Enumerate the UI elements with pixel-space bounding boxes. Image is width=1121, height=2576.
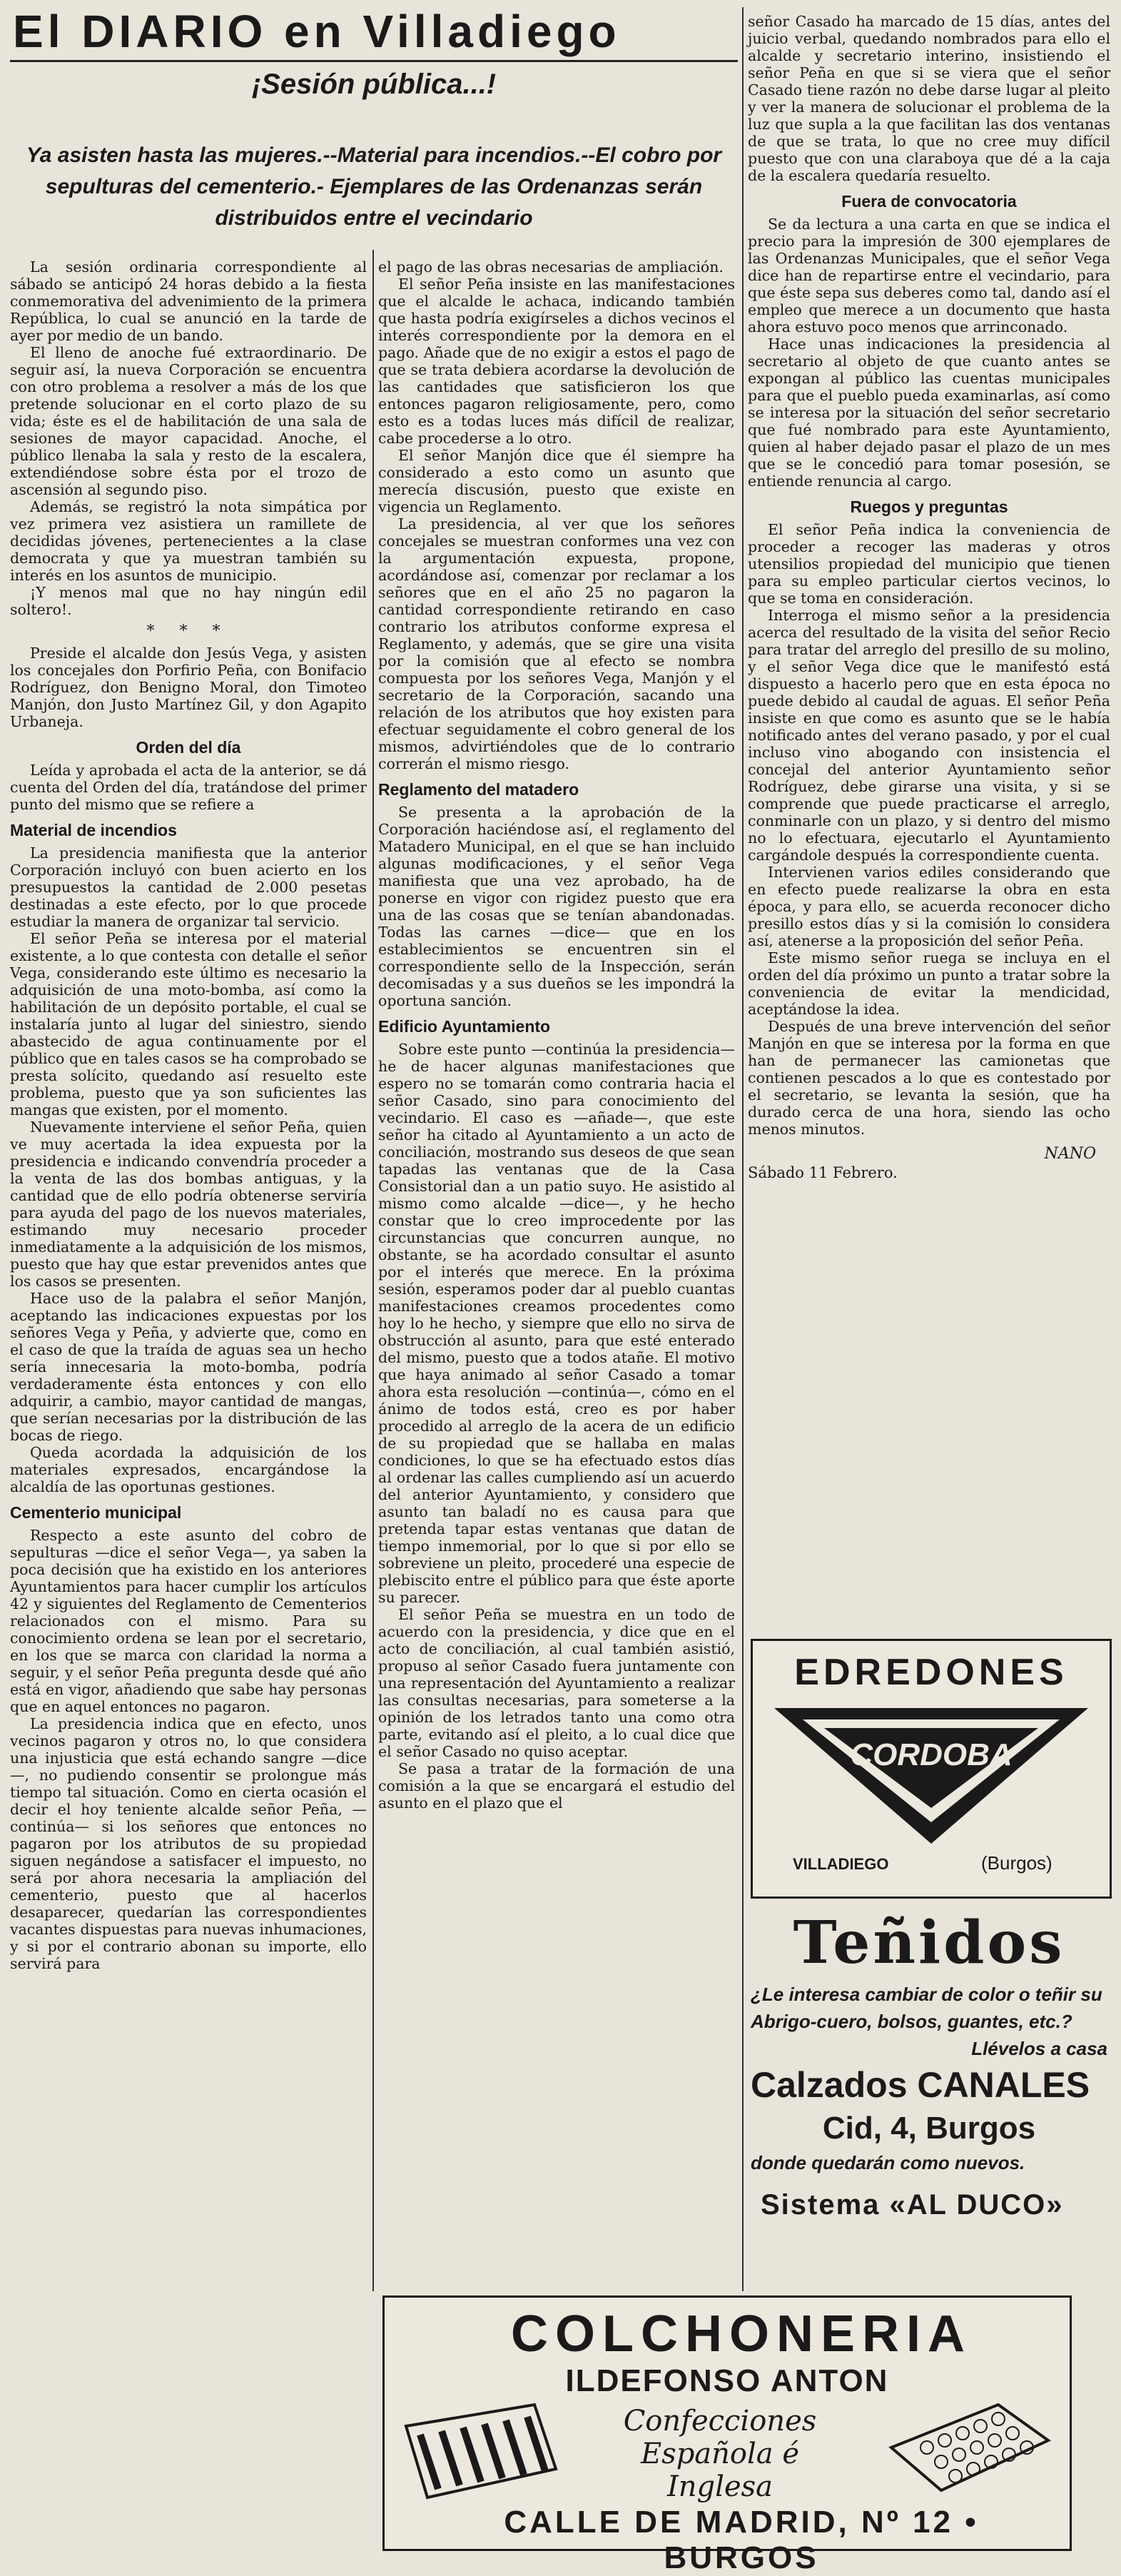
paragraph: El señor Manjón dice que él siempre ha considerado a esto como un asunto que merecía discusión, puesto que existe en vigencia un Reglamento. [378,447,735,515]
spring-mattress-icon [884,2398,1055,2505]
paragraph: La presidencia indica que en efecto, unos vecinos pagaron y otros no, lo que considera una injusticia que está echando sangre —dice—, no pudiendo consentir se prolongue más tiempo tal situación. Como en cierta ocasión el decir el hoy teniente alcalde señor Peña, —continúa— si los señores que entonces no pagaron por los atributos de su propiedad siguen negándose a satisfacer el impuesto, no será por ahora necesaria la ampliación del cementerio, puesto que al hacerlos desaparecer, quedarían las correspondientes vacantes dispuestas para nuevas inhumaciones, y si por el contrario abonan su importe, ello servirá para [10,1715,367,1972]
subheading-material: Material de incendios [10,821,177,839]
paragraph: ¡Y menos mal que no hay ningún edil soltero!. [10,584,367,618]
dateline: Sábado 11 Febrero. [748,1164,898,1181]
paragraph-continued: señor Casado ha marcado de 15 días, antes del juicio verbal, quedando nombrados para ello el alcalde y secretario interino, insistiendo el señor Peña en que si se viera que el señor Casado tiene razón no debe darse lugar al pleito y ver la manera de solucionar el problema de la luz que supla a la que facilitan las dos ventanas de que se trata, lo que no cree muy difícil puesto que con una claraboya que dé a la caja de la escalera quedaría resuelto. [748,13,1110,184]
paragraph: Se da lectura a una carta en que se indica el precio para la impresión de 300 ejemplares de las Ordenanzas Municipales, que el señor Vega dice han de repartirse entre el vecindario, para que éste sepa sus deberes como tal, dando así el empleo que merece a un documento que hasta ahora estuvo poco menos que arrinconado. [748,216,1110,335]
paragraph-continued: el pago de las obras necesarias de ampliación. [378,258,724,276]
ad-title: Teñidos [793,1909,1065,1977]
paragraph: Hace uso de la palabra el señor Manjón, aceptando las indicaciones expuestas por los señores Vega y Peña, y advierte que, como en el caso de que la traída de aguas sea un hecho sería innecesaria la moto-bomba, podría verdaderamente ésta entonces y con ello adquirir, a cambio, mayor cantidad de mangas, que serían necesarias por la distribución de las bocas de riego. [10,1290,367,1444]
ad-edredones [751,1639,1112,1899]
brand-triangle-icon [767,1701,1095,1851]
author-signature: NANO [1044,1145,1096,1163]
mattress-icon [399,2398,563,2505]
paragraph: La presidencia manifiesta que la anterior Corporación incluyó con buen acierto en los presupuestos la cantidad de 2.000 pesetas destinadas a este efecto, por lo que procede estudiar la manera de organizar tal servicio. [10,844,367,930]
paragraph: Se presenta a la aprobación de la Corporación haciéndose así, el reglamento del Matadero Municipal, en el que se han incluido algunas modificaciones, y el señor Vega manifiesta que una vez aprobado, ha de ponerse en vigor con rigidez puesto que era una de las cosas que se tenían abandonadas. Todas las carnes —dice— que en los establecimientos se encuentren sin el correspondiente sello de la Inspección, serán decomisadas y a sus dueños se les impondrá la oportuna sanción. [378,804,735,1009]
ad-line: Llévelos a casa [971,2038,1107,2059]
paragraph: La sesión ordinaria correspondiente al sábado se anticipó 24 horas debido a la fiesta conmemorativa del advenimiento de la primera República, lo cual se anunció en la tarde de ayer por medio de un bando. [10,258,367,344]
ad-line: donde quedarán como nuevos. [751,2152,1025,2173]
paragraph: Además, se registró la nota simpática por vez primera vez asistiera un ramillete de decididas jóvenes, pertenecientes a la clase democrata y que ya muestran también su interés en los asuntos de municipio. [10,498,367,584]
paragraph: El señor Peña se muestra en un todo de acuerdo con la presidencia, y dice que en el acto de conciliación, al cual también asistió, propuso al señor Casado fuera juntamente con una representación del Ayuntamiento a realizar las consultas necesarias, para someterse a la opinión de los letrados tanto una como otra parte, evitando así el pleito, a lo cual dice que el señor Casado no quiso aceptar. [378,1606,735,1760]
subheading-edificio: Edificio Ayuntamiento [378,1017,551,1036]
column-divider [372,250,374,2291]
ad-tenidos [751,1907,1107,2335]
paragraph: El señor Peña insiste en las manifestaciones que el alcalde le achaca, indicando también que hasta podría exigírseles a dichos vecinos el interés correspondiente por la demora en el pago. Añade que de no exigir a estos el pago de que se trata debiera acordarse la devolución de las cantidades que satisficieron los que entonces pagaron religiosamente, pero, como esto es a todas luces más difícil de realizar, cabe procederse a lo otro. [378,276,735,447]
paragraph: Este mismo señor ruega se incluya en el orden del día próximo un punto a tratar sobre la conveniencia de evitar la mendicidad, aceptándose la idea. [748,949,1110,1018]
masthead-rule [10,60,738,62]
paragraph: El señor Peña indica la conveniencia de proceder a recoger las maderas y otros utensilios propiedad del municipio que tienen para su empleo particular ciertos vecinos, lo que se toma en consideración. [748,521,1110,607]
subheading-matadero: Reglamento del matadero [378,780,579,799]
subheading-ruegos: Ruegos y preguntas [850,497,1008,516]
ad-line: Española é [640,2438,800,2470]
ad-province: (Burgos) [981,1852,1052,1874]
section-separator: * * * [146,622,230,640]
masthead [10,4,738,133]
column-right [748,13,1110,1181]
masthead-subtitle: ¡Sesión pública...! [251,69,497,100]
ad-line: Inglesa [666,2470,773,2503]
paragraph: Leída y aprobada el acta de la anterior, se dá cuenta del Orden del día, tratándose del primer punto del mismo que se refiere a [10,762,367,813]
ad-line: ¿Le interesa cambiar de color o teñir su [751,1984,1102,2005]
paragraph: El señor Peña se interesa por el material existente, a lo que contesta con detalle el señor Vega, considerando este último es necesario la adquisición de una moto-bomba, así como la habilitación de un depósito portable, el cual se instalaría junto al lugar del siniestro, siendo abastecido de agua continuamente por el público que en tales casos se ha comprobado se presta solícito, quedando así resuelto este problema, puesto que ya son suficientes las mangas que existen, por el momento. [10,930,367,1118]
paragraph: Preside el alcalde don Jesús Vega, y asisten los concejales don Porfirio Peña, con Bonifacio Rodríguez, don Benigno Moral, don Timoteo Manjón, don Justo Martínez Gil, y don Agapito Urbaneja. [10,645,367,730]
ad-title: EDREDONES [794,1652,1068,1693]
ad-line: Confecciones [623,2405,817,2438]
article-headline: Ya asisten hasta las mujeres.--Material para incendios.--El cobro por sepulturas del cementerio.- Ejemplares de las Ordenanzas serán distribuidos entre el vecindario [26,143,722,230]
ad-location: VILLADIEGO [793,1855,889,1873]
ad-company: Calzados CANALES [751,2065,1090,2105]
paragraph: Sobre este punto —continúa la presidencia— he de hacer algunas manifestaciones que espero no se tomarán como contraria hacia el señor Casado, sino para conocimiento del vecindario. El caso es —añade—, que este señor ha citado al Ayuntamiento a un acto de conciliación, mostrando sus deseos de que sean tapadas las ventanas que de la Casa Consistorial dan a un patio suyo. He asistido al mismo como alcalde —dice—, y he hecho constar que lo creo improcedente por las circunstancias que concurren aunque, no obstante, se ha acordado consultar el asunto por el interés que merece. En la próxima sesión, esperamos poder dar al pueblo cuantas manifestaciones creamos procedentes como hoy lo he hecho, y siempre que ello no sirva de obstrucción al asunto, para que esté enterado del mismo, puesto que a todos atañe. El motivo que haya animado al señor Casado a tomar ahora esta resolución —continúa—, cómo en el ánimo de todos está, creo es por haber procedido al arreglo de la acera de un edificio de su propiedad que se hallaba en malas condiciones, lo que se ha efectuado estos días al ordenar las calles cumpliendo así un acuerdo del anterior Ayuntamiento, y considero que asunto tan baladí no es causa para que pretenda tapar estas ventanas que datan de tiempo inmemorial, por lo que si por ello se sobreviene un pleito, procederé una especie de plebiscito entre el público para que éste aporte su parecer. [378,1041,735,1606]
ad-address: Cid, 4, Burgos [822,2111,1036,2146]
ad-title: COLCHONERIA [511,2305,972,2363]
ad-brand: CORDOBA [850,1737,1013,1772]
paragraph: Se pasa a tratar de la formación de una comisión a la que se encargará el estudio del asunto en el plazo que el [378,1760,735,1812]
ad-owner: ILDEFONSO ANTON [565,2363,889,2398]
ad-address: CALLE DE MADRID, Nº 12 • BURGOS [504,2505,979,2575]
paragraph: El lleno de anoche fué extraordinario. De seguir así, la nueva Corporación se encuentra con otro problema a resolver a más de los que pretende solucionar en el corto plazo de su vida; éste es el de habilitación de una sala de sesiones de mayor capacidad. Anoche, el público llenaba la sala y resto de la escalera, extendiéndose sobre ésta por el trozo de ascensión al segundo piso. [10,344,367,498]
masthead-title: El DIARIO en Villadiego [13,6,621,57]
paragraph: La presidencia, al ver que los señores concejales se muestran conformes una vez con la argumentación expuesta, propone, acordándose así, comenzar por reclamar a los señores que en el año 25 no pagaron la cantidad correspondiente retirando en caso contrario los atributos conforme expresa el Reglamento, y además, que se gire una visita por la comisión que al efecto se nombra compuesta por los señores Vega, Manjón y el secretario de la Corporación, sacando una relación de los atributos que hoy existen para efectuar seguidamente el cobro general de los mismos, advirtiéndoles que de lo contrario correrán el mismo riesgo. [378,515,735,772]
ad-line: Abrigo-cuero, bolsos, guantes, etc.? [751,2011,1072,2032]
ad-system: Sistema «AL DUCO» [761,2189,1064,2221]
paragraph: Interroga el mismo señor a la presidencia acerca del resultado de la visita del señor Recio para tratar del arreglo del presillo de su molino, y el señor Vega dice que le manifestó está dispuesto a hacerlo pero que en esta época no puede debido al caudal de aguas. El señor Peña insiste en que como es asunto que se le había notificado antes del verano pasado, y por el cual incluso vino abogando con insistencia el concejal del anterior Ayuntamiento señor Rodríguez, debe girarse una visita, y si se comprende que puede practicarse el arreglo, conminarle con un plazo, y si dentro del mismo no lo efectuara, ejecutarlo el Ayuntamiento cargándole después la correspondiente cuenta. [748,607,1110,864]
paragraph: Después de una breve intervención del señor Manjón en que se interesa por la forma en que han de permanecer las camionetas que contienen pescados a lo que es contestado por el secretario, se levanta la sesión, que ha durado cerca de una hora, siendo las ocho menos minutos. [748,1018,1110,1138]
paragraph: Hace unas indicaciones la presidencia al secretario al objeto de que cuanto antes se expongan al público las cuentas municipales para que el pueblo pueda examinarlas, así como se interesa por la situación del señor secretario que fué nombrado para este Ayuntamiento, quien al haber dejado pasar el plazo de un mes que se le concedió para tomar posesión, se entiende renuncia al cargo. [748,335,1110,490]
paragraph: Intervienen varios ediles considerando que en efecto puede realizarse la obra en esta época, y para ello, se acuerda reconocer dicho presillo estos días y si la comisión lo considera así, atenerse a la proposición del señor Peña. [748,864,1110,949]
column-left [10,258,367,1972]
column-middle [378,258,735,1812]
subheading-fuera: Fuera de convocatoria [841,192,1017,211]
column-divider [742,7,744,2291]
subheading-orden: Orden del día [136,738,241,757]
paragraph: Queda acordada la adquisición de los materiales expresados, encargándose la alcaldía de las oportunas gestiones. [10,1444,367,1495]
paragraph: Respecto a este asunto del cobro de sepulturas —dice el señor Vega—, ya saben la poca decisión que ha existido en los anteriores Ayuntamientos para hacer cumplir los artículos 42 y siguientes del Reglamento de Cementerios relacionados con el mismo. Para su conocimiento ordena se lean por el secretario, en los que se marca con claridad la norma a seguir, y el señor Peña pregunta desde qué año está en vigor, añadiendo que sabe hay personas que en aquel entonces no pagaron. [10,1527,367,1715]
ad-colchoneria [382,2295,1072,2575]
subheading-cementerio: Cementerio municipal [10,1503,182,1522]
paragraph: Nuevamente interviene el señor Peña, quien ve muy acertada la idea expuesta por la presidencia e indicando convendría proceder a la venta de las dos bombas antiguas, y la cantidad que de ello podría obtenerse serviría para ayuda del pago de los nuevos materiales, estimando muy necesario proceder inmediatamente a la adquisición de los mismos, puesto que hay que estar prevenidos antes que los casos se presenten. [10,1118,367,1290]
